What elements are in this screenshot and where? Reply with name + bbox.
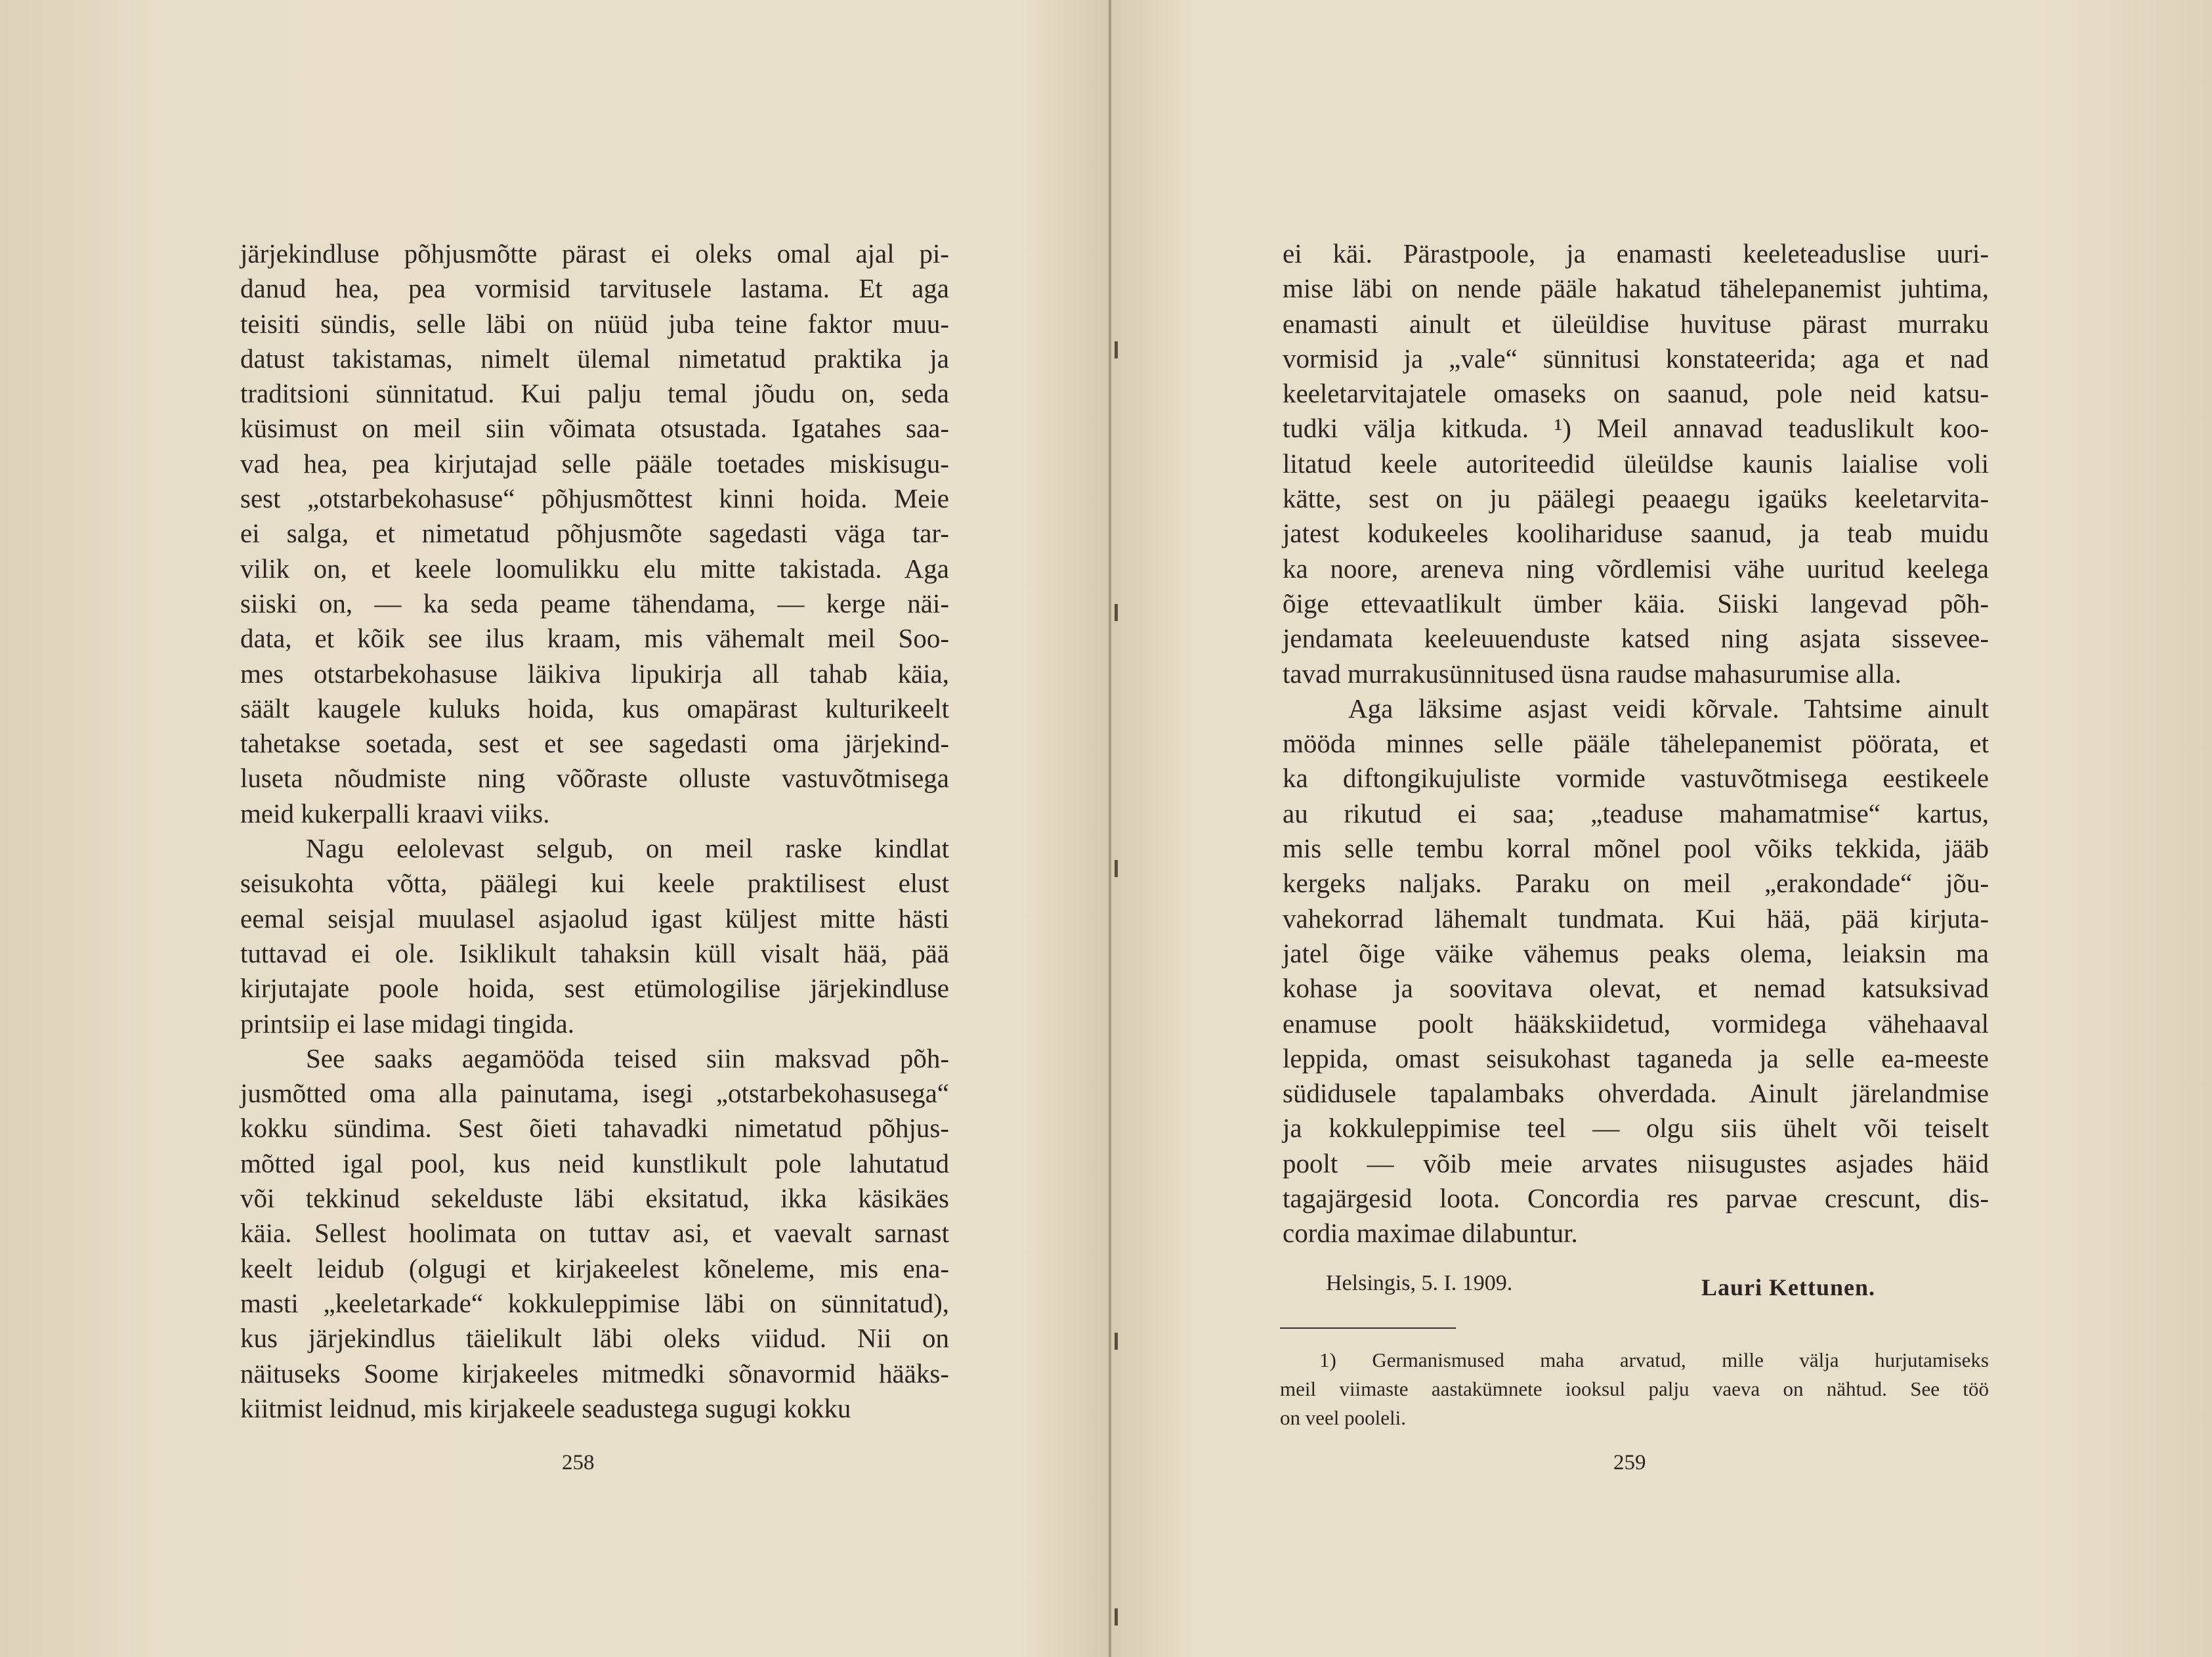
text-line: ka noore, areneva ning võrdlemisi vähe uuritud keelega: [1283, 553, 1989, 584]
text-line: danud hea, pea vormisid tarvitusele lastama. Et aga: [240, 273, 949, 304]
text-line: tudki välja kitkuda. ¹) Meil annavad teaduslikult koo-: [1283, 413, 1989, 444]
text-line: data, et kõik see ilus kraam, mis vähemalt meil Soo-: [240, 623, 949, 654]
text-line: keeletarvitajatele omaseks on saanud, pole neid katsu-: [1283, 378, 1989, 409]
text-line: kiitmist leidnud, mis kirjakeele seadustega sugugi kokku: [240, 1392, 851, 1423]
dateline: Helsingis, 5. I. 1909.: [1326, 1271, 1513, 1295]
text-line: tagajärgesid loota. Concordia res parvae crescunt, dis-: [1283, 1183, 1989, 1214]
text-line: tahetakse soetada, sest et see sagedasti oma järjekind-: [240, 728, 949, 759]
text-line: kätte, sest on ju päälegi peaaegu igaüks keeletarvita-: [1283, 483, 1989, 514]
text-line: cordia maximae dilabuntur.: [1283, 1218, 1578, 1249]
binding-stitch: [1115, 860, 1118, 877]
book-gutter: [1108, 0, 1112, 1657]
text-line: litatud keele autoriteedid üleüldse kaunis laialise voli: [1283, 448, 1989, 479]
text-line: jatest kodukeeles koolihariduse saanud, ja teab muidu: [1283, 518, 1989, 549]
text-line: ka diftongikujuliste vormide vastuvõtmisega eestikeele: [1283, 763, 1989, 794]
text-line: mõtted igal pool, kus neid kunstlikult pole lahutatud: [240, 1148, 949, 1178]
footnote-rule: [1280, 1327, 1456, 1329]
right-page-text: [1283, 236, 1989, 1251]
text-line: jusmõtted oma alla painutama, isegi „otstarbekohasusega“: [240, 1078, 949, 1109]
text-line: ei käi. Pärastpoole, ja enamasti keeleteaduslise uuri-: [1283, 238, 1989, 269]
text-line: õige ettevaatlikult ümber käia. Siiski langevad põh-: [1283, 588, 1989, 618]
text-line: küsimust on meil siin võimata otsustada. Igatahes saa-: [240, 413, 949, 444]
text-line: leppida, omast seisukohast taganeda ja selle ea-meeste: [1283, 1043, 1989, 1073]
text-line: kirjutajate poole hoida, sest etümologilise järjekindluse: [240, 973, 949, 1004]
text-line: kergeks naljaks. Paraku on meil „erakondade“ jõu-: [1283, 868, 1989, 899]
text-line: au rikutud ei saa; „teaduse mahamatmise“ kartus,: [1283, 798, 1989, 828]
text-line: näituseks Soome kirjakeeles mitmedki sõnavormid hääks-: [240, 1358, 949, 1388]
text-line: tuttavad ei ole. Isiklikult tahaksin küll visalt hää, pää: [240, 937, 949, 968]
text-line: või tekkinud sekelduste läbi eksitatud, ikka käsikäes: [240, 1183, 949, 1214]
text-line: kohase ja soovitava olevat, et nemad katsuksivad: [1283, 973, 1989, 1004]
text-line: ei salga, et nimetatud põhjusmõte sagedasti väga tar-: [240, 518, 949, 549]
text-line: käia. Sellest hoolimata on tuttav asi, et vaevalt sarnast: [240, 1218, 949, 1249]
text-line: vormisid ja „vale“ sünnitusi konstateerida; aga et nad: [1283, 343, 1989, 374]
text-line: jatel õige väike vähemus peaks olema, leiaksin ma: [1283, 937, 1989, 968]
footnote: [1280, 1346, 1989, 1432]
right-page-number: 259: [1613, 1451, 1646, 1474]
text-line: säält kaugele kuluks hoida, kus omapärast kulturikeelt: [240, 693, 949, 723]
text-line: Nagu eelolevast selgub, on meil raske kindlat: [306, 833, 949, 864]
text-line: järjekindluse põhjusmõtte pärast ei oleks omal ajal pi-: [240, 238, 949, 269]
text-line: siiski on, — ka seda peame tähendama, — kerge näi-: [240, 588, 949, 618]
text-line: See saaks aegamööda teised siin maksvad põh-: [306, 1043, 949, 1073]
text-line: vad hea, pea kirjutajad selle pääle toetades miskisugu-: [240, 448, 949, 479]
text-line: enamuse poolt hääkskiidetud, vormidega vähehaaval: [1283, 1008, 1989, 1039]
text-line: enamasti ainult et üleüldise huvituse pärast murraku: [1283, 308, 1989, 339]
text-line: jendamata keeleuuenduste katsed ning asjata sisseveе-: [1283, 623, 1989, 654]
text-line: tavad murrakusünnitused üsna raudse mahasurumise alla.: [1283, 658, 1902, 689]
text-line: poolt — võib meie arvates niisugustes asjades häid: [1283, 1148, 1989, 1178]
text-line: mööda minnes selle pääle tähelepanemist pöörata, et: [1283, 728, 1989, 759]
text-line: mise läbi on nende pääle hakatud tähelepanemist juhtima,: [1283, 273, 1989, 304]
text-line: masti „keeletarkade“ kokkuleppimise läbi on sünnitatud),: [240, 1287, 949, 1318]
text-line: meid kukerpalli kraavi viiks.: [240, 798, 550, 828]
text-line: ja kokkuleppimise teel — olgu siis ühelt või teiselt: [1283, 1113, 1989, 1144]
text-line: sest „otstarbekohasuse“ põhjusmõttest kinni hoida. Meie: [240, 483, 949, 514]
text-line: mis selle tembu korral mõnel pool võiks tekkida, jääb: [1283, 833, 1989, 864]
left-page-number: 258: [562, 1451, 595, 1474]
text-line: Aga läksime asjast veidi kõrvale. Tahtsime ainult: [1348, 693, 1989, 723]
text-line: mes otstarbekohasuse läikiva lipukirja all tahab käia,: [240, 658, 949, 689]
text-line: seisukohta võtta, päälegi kui keele praktilisest elust: [240, 868, 949, 899]
text-line: printsiip ei lase midagi tingida.: [240, 1008, 574, 1039]
text-line: kus järjekindlus täielikult läbi oleks viidud. Nii on: [240, 1323, 949, 1354]
footnote-line: on veel pooleli.: [1280, 1406, 1406, 1429]
text-line: luseta nõudmiste ning võõraste olluste vastuvõtmisega: [240, 763, 949, 794]
text-line: vahekorrad lähemalt tundmata. Kui hää, pää kirjuta-: [1283, 903, 1989, 934]
binding-stitch: [1115, 341, 1118, 358]
author-signature: Lauri Kettunen.: [1701, 1274, 1876, 1301]
text-line: kokku sündima. Sest õieti tahavadki nimetatud põhjus-: [240, 1113, 949, 1144]
text-line: traditsioni sünnitatud. Kui palju temal jõudu on, seda: [240, 378, 949, 409]
footnote-line: 1) Germanismused maha arvatud, mille välja hurjutamiseks: [1319, 1348, 1989, 1371]
binding-stitch: [1115, 1333, 1118, 1350]
binding-stitch: [1115, 1608, 1118, 1625]
text-line: südidusele tapalambaks ohverdada. Ainult järelandmise: [1283, 1078, 1989, 1109]
left-page-text: [240, 236, 949, 1426]
text-line: keelt leidub (olgugi et kirjakeelest kõneleme, mis ena-: [240, 1253, 949, 1283]
text-line: datust takistamas, nimelt ülemal nimetatud praktika ja: [240, 343, 949, 374]
text-line: vilik on, et keele loomulikku elu mitte takistada. Aga: [240, 553, 949, 584]
footnote-line: meil viimaste aastakümnete iooksul palju vaeva on nähtud. See töö: [1280, 1377, 1989, 1400]
text-line: eemal seisjal muulasel asjaolud igast küljest mitte hästi: [240, 903, 949, 934]
binding-stitch: [1115, 604, 1118, 621]
text-line: teisiti sündis, selle läbi on nüüd juba teine faktor muu-: [240, 308, 949, 339]
